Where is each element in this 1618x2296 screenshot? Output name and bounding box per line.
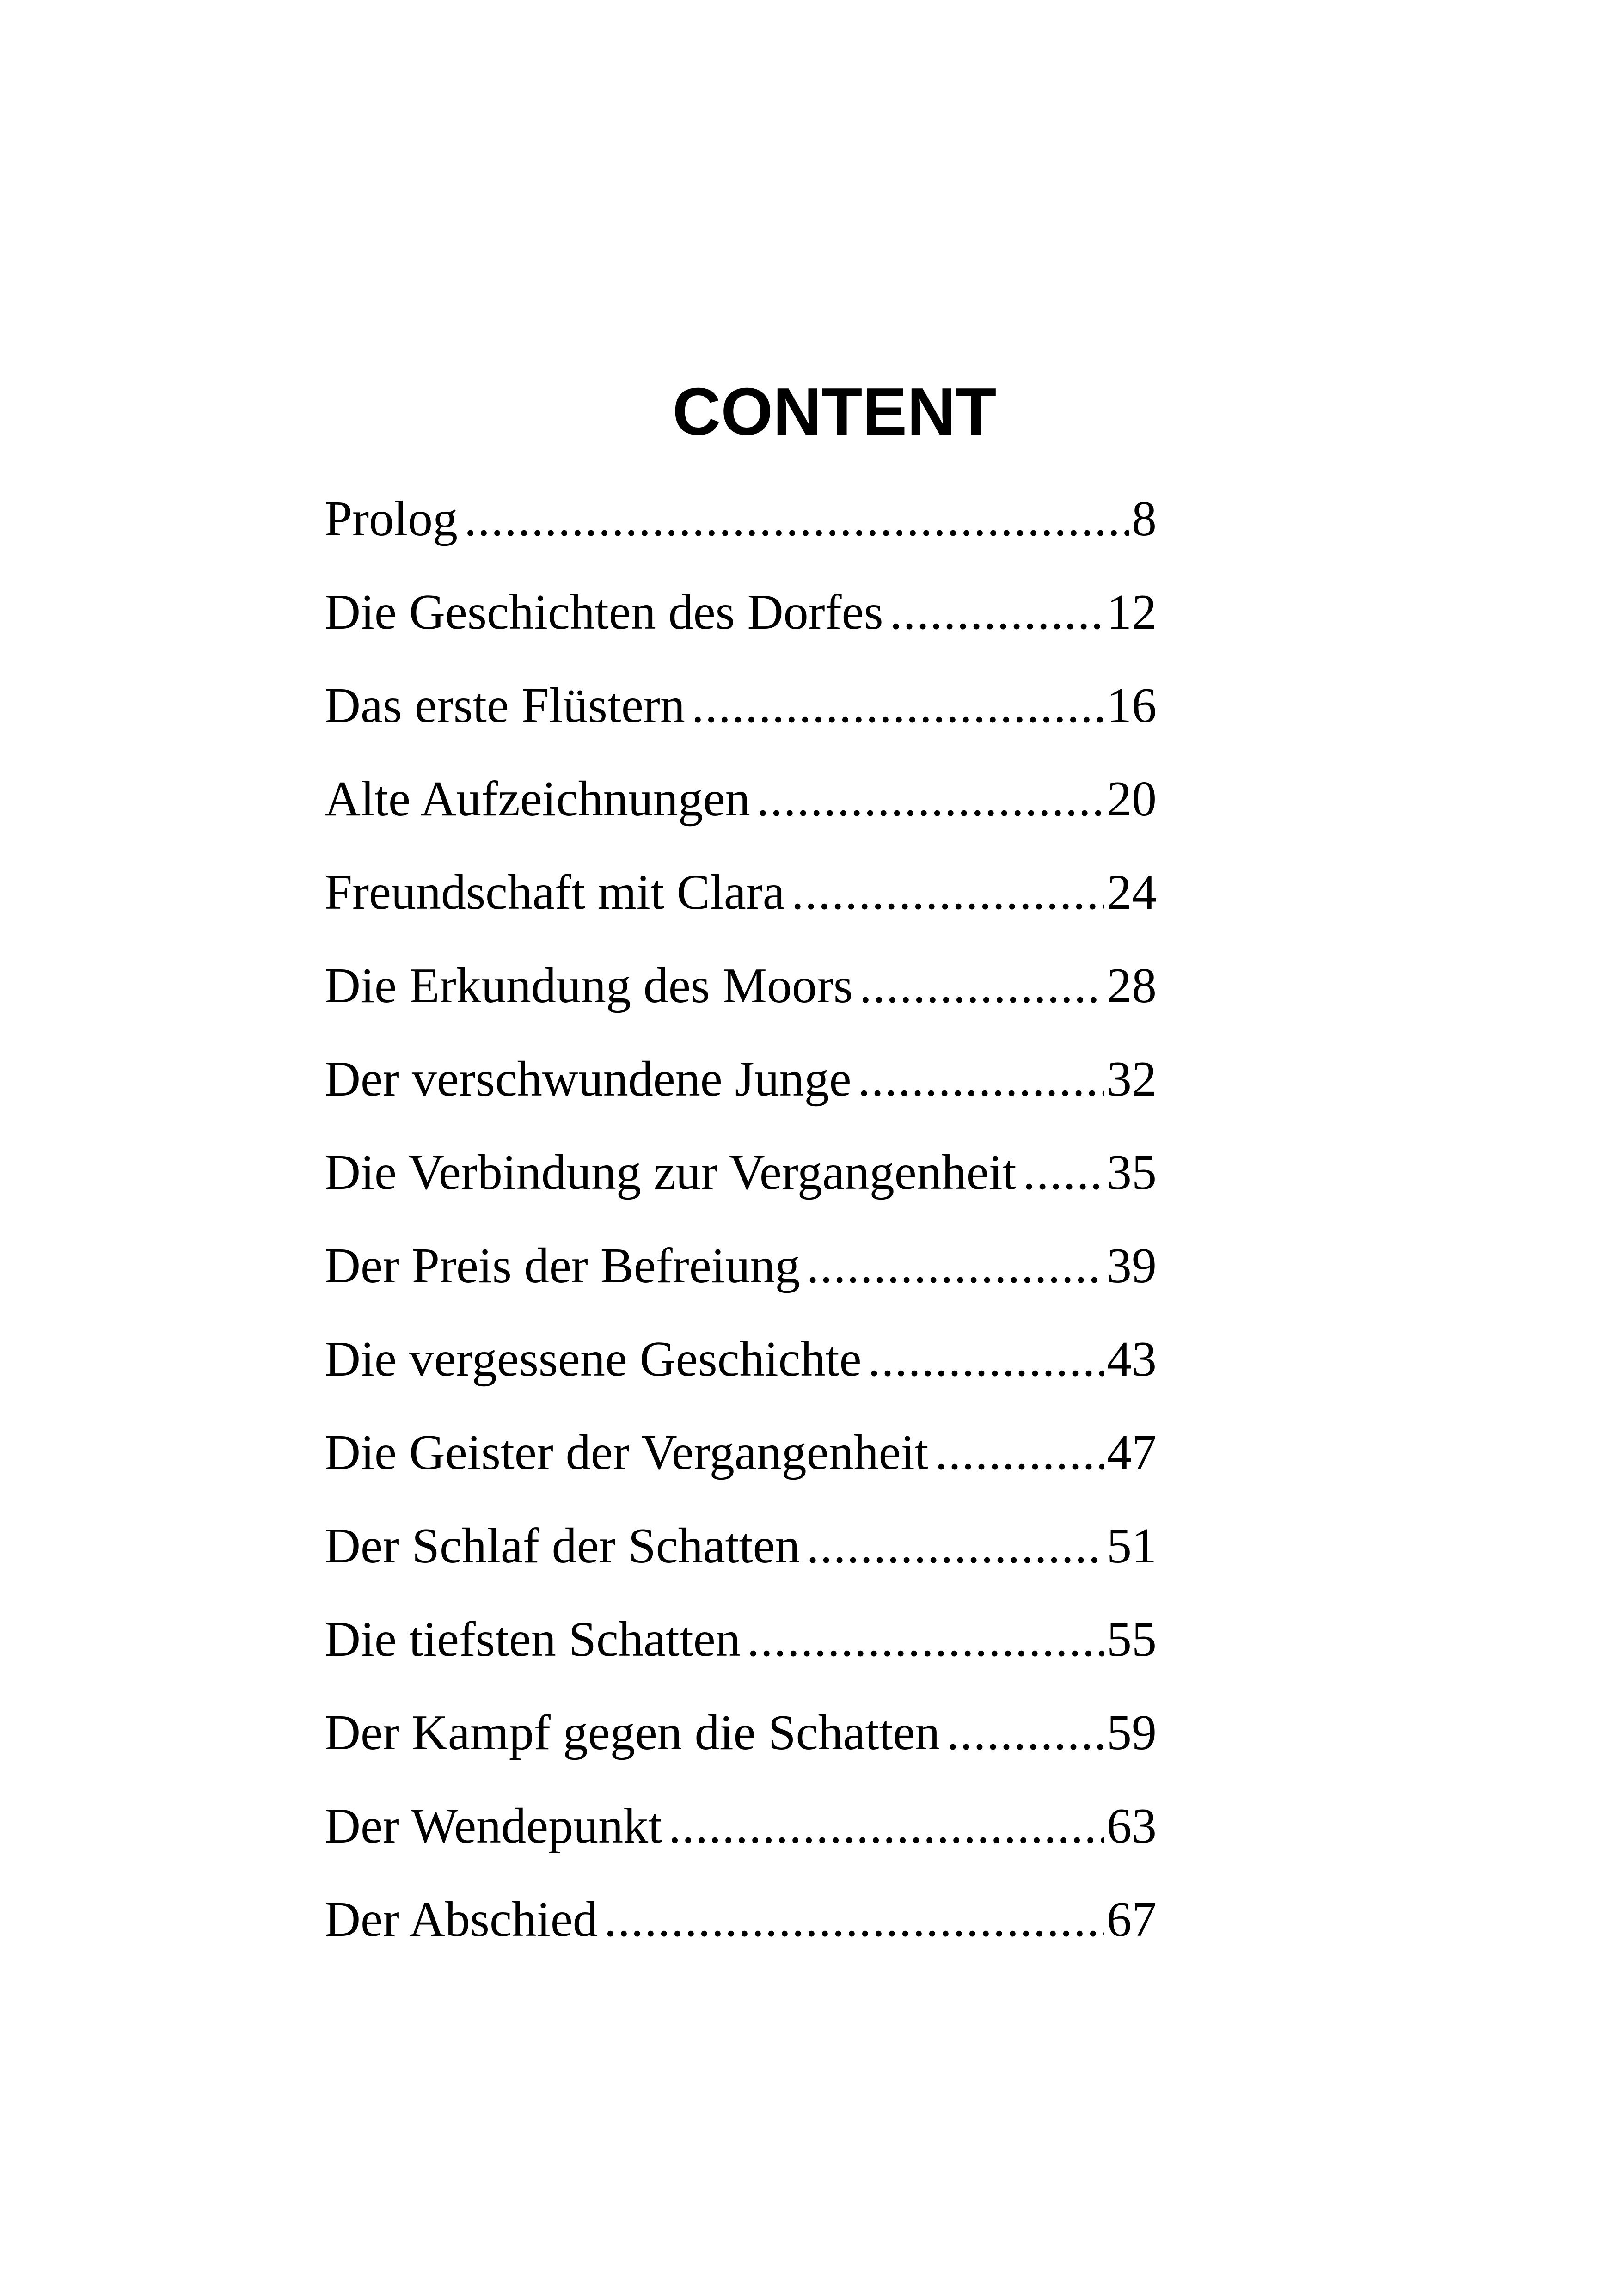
toc-entry-label: Der Schlaf der Schatten xyxy=(325,1518,800,1574)
toc-dot-leader xyxy=(791,846,1104,939)
toc-entry-label: Das erste Flüstern xyxy=(325,678,685,733)
toc-entry-page: 43 xyxy=(1107,1332,1157,1387)
toc-entry-label: Die vergessene Geschichte xyxy=(325,1332,862,1387)
toc-dot-leader xyxy=(807,1219,1104,1313)
toc-entry-label: Die Geister der Vergangenheit xyxy=(325,1425,929,1480)
toc-entry-page: 12 xyxy=(1107,585,1157,640)
toc-entry-label: Prolog xyxy=(325,491,458,546)
toc-entry-page: 28 xyxy=(1107,958,1157,1013)
toc-entry xyxy=(325,1313,1157,1406)
toc-entry-label: Alte Aufzeichnungen xyxy=(325,771,750,827)
toc-entry-label: Die tiefsten Schatten xyxy=(325,1612,741,1667)
toc-dot-leader xyxy=(604,1873,1104,1966)
toc-dot-leader xyxy=(747,1593,1104,1686)
toc-entry-page: 24 xyxy=(1107,865,1157,920)
toc-entry xyxy=(325,1219,1157,1313)
toc-entry xyxy=(325,753,1157,846)
toc-entry-page: 59 xyxy=(1107,1705,1157,1760)
page-title: CONTENT xyxy=(672,374,997,449)
toc-entry-page: 67 xyxy=(1107,1892,1157,1947)
toc-dot-leader xyxy=(692,659,1104,753)
toc-dot-leader xyxy=(947,1686,1104,1780)
toc-entry-label: Die Geschichten des Dorfes xyxy=(325,585,883,640)
toc-dot-leader xyxy=(464,472,1129,566)
toc-entry-label: Der Wendepunkt xyxy=(325,1799,662,1854)
toc-dot-leader xyxy=(668,1780,1104,1873)
toc-entry xyxy=(325,472,1157,566)
toc-entry xyxy=(325,1780,1157,1873)
toc-entry-page: 39 xyxy=(1107,1238,1157,1293)
toc-entry-page: 35 xyxy=(1107,1145,1157,1200)
toc-dot-leader xyxy=(935,1406,1104,1500)
toc-dot-leader xyxy=(807,1500,1104,1593)
toc-entry-page: 51 xyxy=(1107,1518,1157,1574)
toc-entry-page: 8 xyxy=(1132,491,1157,546)
toc-entry-label: Die Verbindung zur Vergangenheit xyxy=(325,1145,1017,1200)
toc-entry xyxy=(325,1033,1157,1126)
toc-entry-page: 32 xyxy=(1107,1052,1157,1107)
toc-entry xyxy=(325,566,1157,659)
toc-entry-label: Der Kampf gegen die Schatten xyxy=(325,1705,940,1760)
toc-entry-page: 47 xyxy=(1107,1425,1157,1480)
toc-entry xyxy=(325,1500,1157,1593)
toc-entry-label: Freundschaft mit Clara xyxy=(325,865,785,920)
toc-entry-page: 16 xyxy=(1107,678,1157,733)
toc-entry xyxy=(325,659,1157,753)
toc-dot-leader xyxy=(868,1313,1104,1406)
toc-entry-label: Der verschwundene Junge xyxy=(325,1052,852,1107)
table-of-contents xyxy=(325,472,1157,1966)
toc-entry xyxy=(325,1126,1157,1219)
toc-entry-page: 63 xyxy=(1107,1799,1157,1854)
toc-entry xyxy=(325,939,1157,1033)
toc-entry xyxy=(325,1406,1157,1500)
toc-dot-leader xyxy=(757,753,1104,846)
toc-dot-leader xyxy=(1023,1126,1104,1219)
toc-entry-page: 55 xyxy=(1107,1612,1157,1667)
toc-dot-leader xyxy=(858,1033,1104,1126)
toc-dot-leader xyxy=(859,939,1104,1033)
toc-entry-page: 20 xyxy=(1107,771,1157,827)
toc-entry-label: Die Erkundung des Moors xyxy=(325,958,853,1013)
toc-entry xyxy=(325,1873,1157,1966)
toc-entry xyxy=(325,846,1157,939)
toc-entry-label: Der Preis der Befreiung xyxy=(325,1238,800,1293)
toc-entry xyxy=(325,1593,1157,1686)
toc-entry xyxy=(325,1686,1157,1780)
toc-entry-label: Der Abschied xyxy=(325,1892,598,1947)
toc-dot-leader xyxy=(890,566,1104,659)
